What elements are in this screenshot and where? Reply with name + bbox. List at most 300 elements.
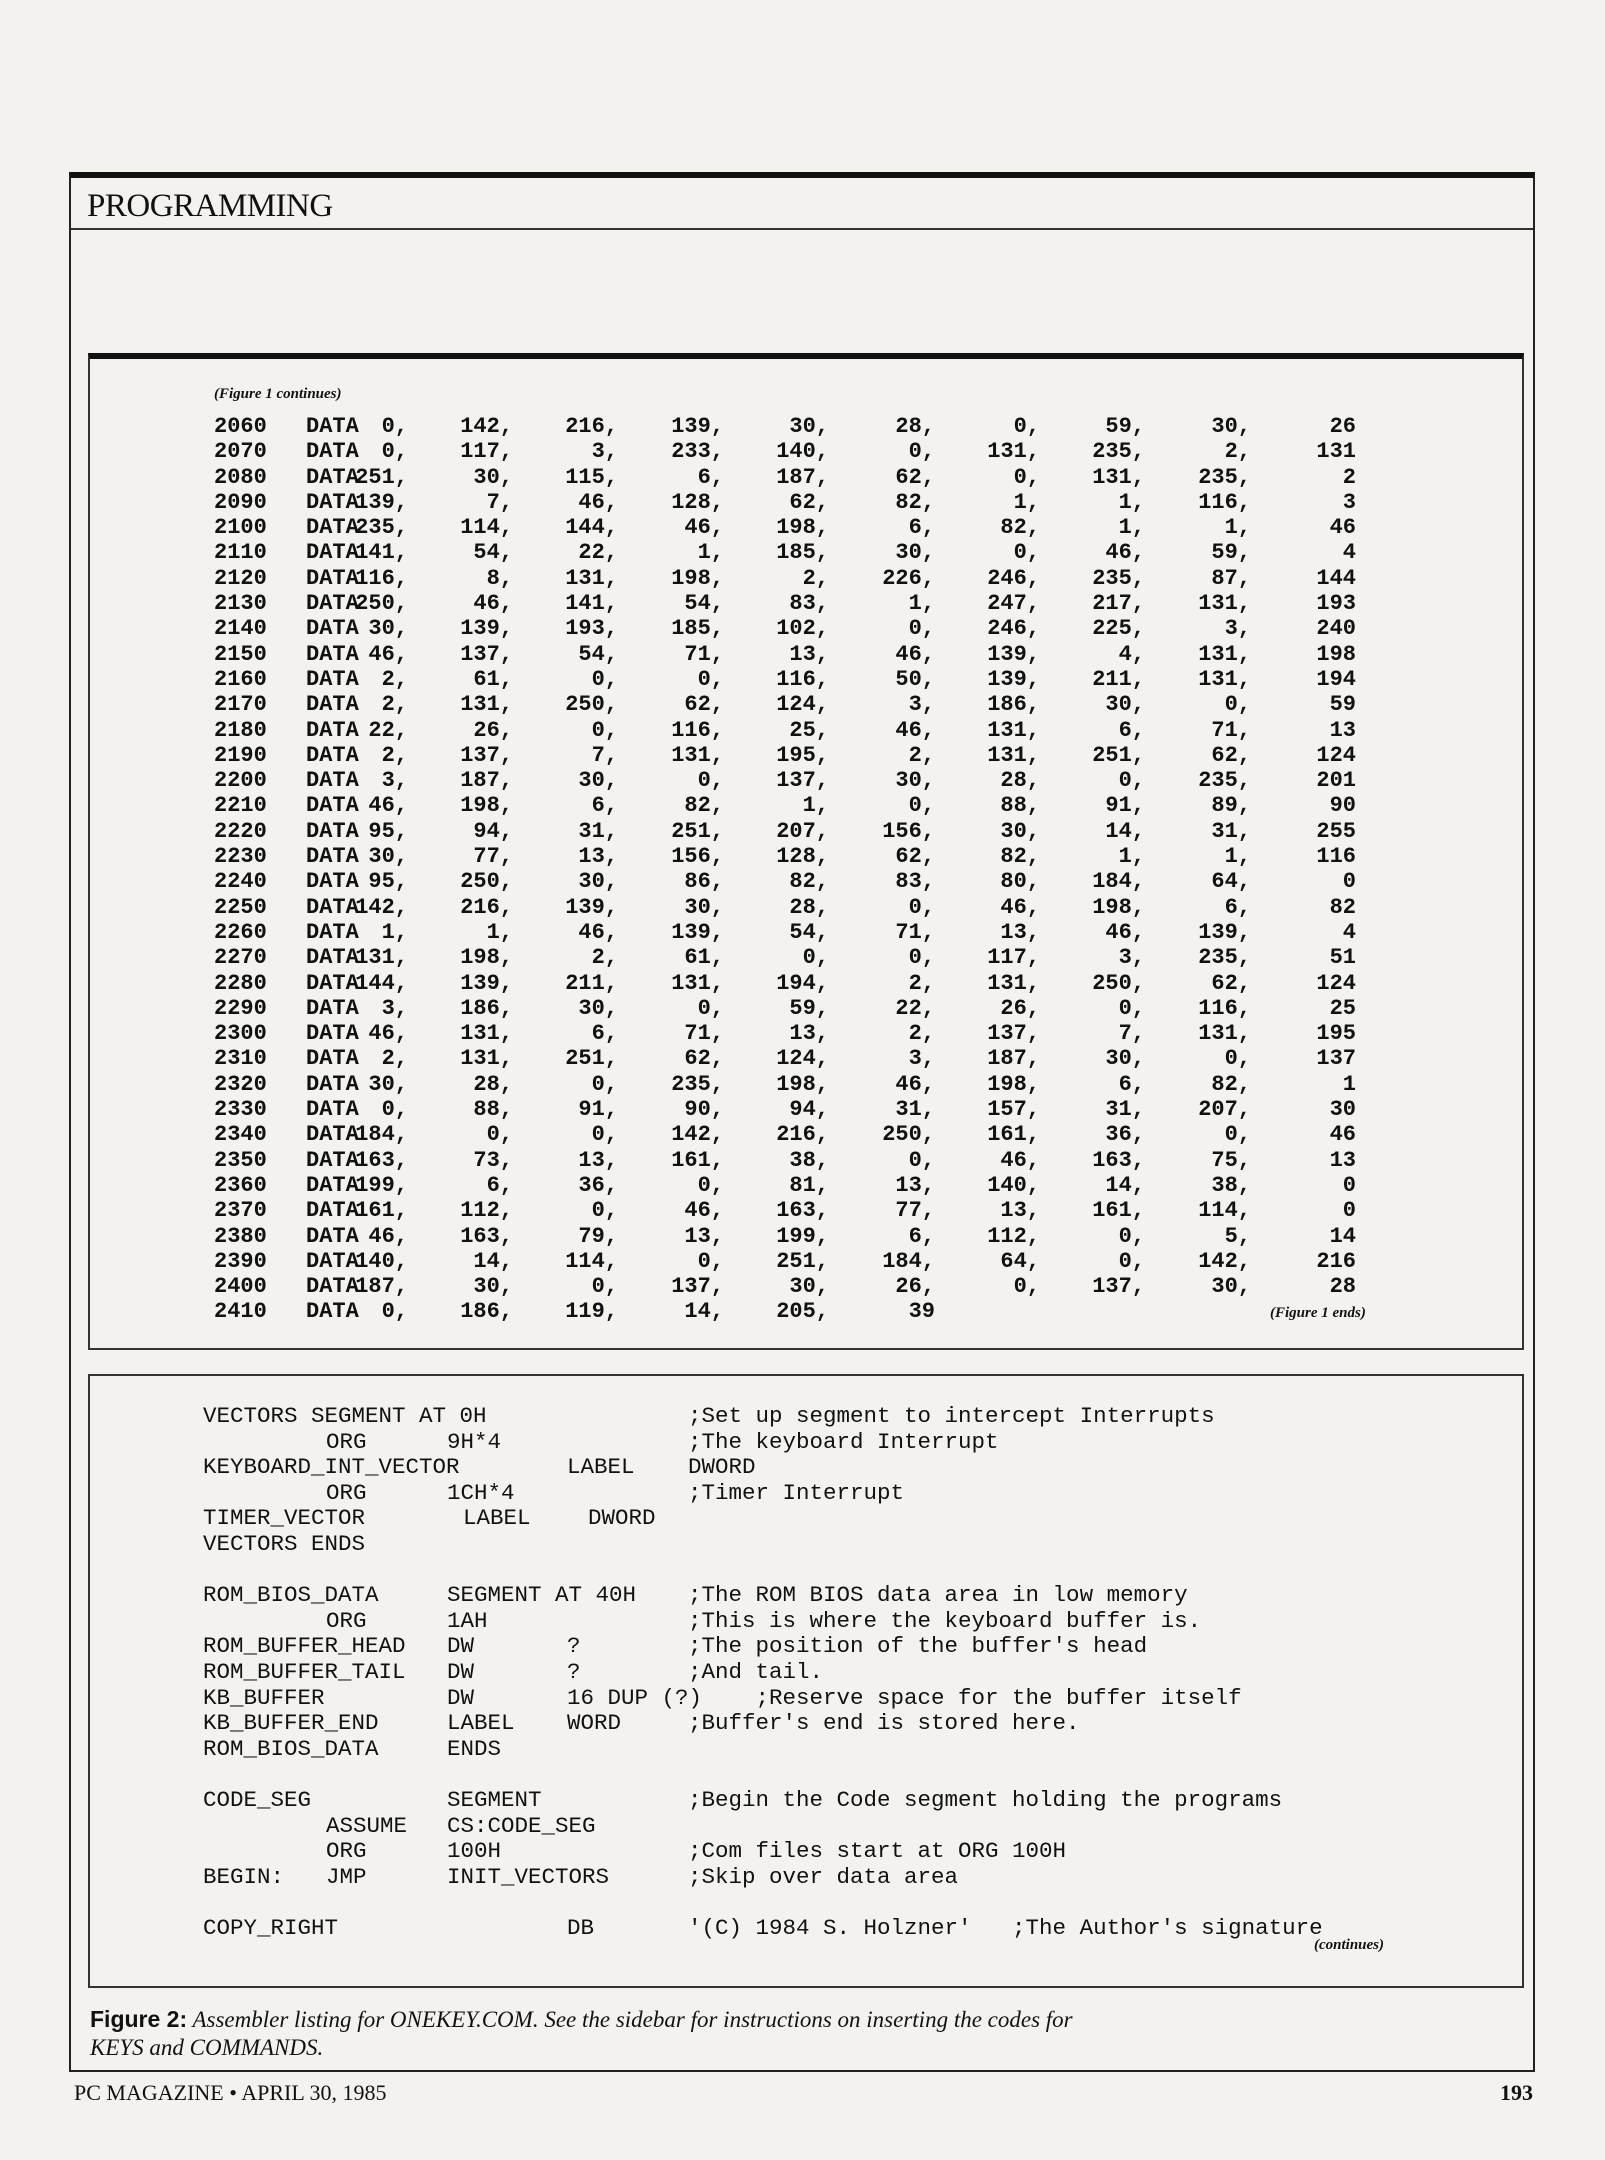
data-keyword: DATA	[306, 1122, 359, 1148]
data-value: 114,	[565, 1248, 618, 1274]
data-value: 251,	[671, 818, 724, 844]
data-keyword: DATA	[306, 1046, 359, 1072]
data-value: 194,	[776, 970, 829, 996]
data-keyword: DATA	[306, 540, 359, 566]
data-value: 13,	[578, 844, 618, 870]
data-value: 6,	[1118, 1071, 1145, 1097]
data-value: 1,	[1118, 489, 1145, 515]
data-value: 198,	[671, 565, 724, 591]
data-value: 0,	[591, 1274, 618, 1300]
asm-field: JMP	[326, 1863, 367, 1890]
line-number: 2140	[214, 616, 267, 642]
asm-field: KB_BUFFER_END	[203, 1710, 379, 1737]
asm-field: ORG	[326, 1607, 367, 1634]
line-number: 2130	[214, 591, 267, 617]
data-value: 119,	[565, 1299, 618, 1325]
data-value: 137,	[671, 1274, 724, 1300]
data-value: 128,	[671, 489, 724, 515]
line-number: 2300	[214, 1021, 267, 1047]
asm-field: COPY_RIGHT	[203, 1914, 339, 1941]
data-value: 0,	[591, 1198, 618, 1224]
data-value: 199,	[355, 1172, 408, 1198]
line-number: 2180	[214, 717, 267, 743]
data-value: 139,	[671, 919, 724, 945]
data-value: 0,	[802, 945, 829, 971]
data-value: 2,	[1224, 439, 1251, 465]
data-value: 4	[1342, 919, 1356, 945]
line-number: 2320	[214, 1071, 267, 1097]
data-keyword: DATA	[306, 793, 359, 819]
data-value: 3,	[908, 1046, 935, 1072]
data-value: 6,	[1224, 894, 1251, 920]
data-value: 198	[1316, 641, 1356, 667]
data-value: 186,	[987, 692, 1040, 718]
data-keyword: DATA	[306, 768, 359, 794]
data-value: 250,	[460, 869, 513, 895]
data-value: 82,	[1000, 515, 1040, 541]
data-value: 131,	[1092, 464, 1145, 490]
data-value: 1	[1342, 1071, 1356, 1097]
data-value: 211,	[1092, 666, 1145, 692]
line-number: 2100	[214, 515, 267, 541]
data-value: 161,	[355, 1198, 408, 1224]
data-value: 62,	[789, 489, 829, 515]
data-value: 131,	[460, 692, 513, 718]
data-value: 156,	[882, 818, 935, 844]
data-value: 211,	[565, 970, 618, 996]
data-value: 7,	[1118, 1021, 1145, 1047]
data-value: 31,	[578, 818, 618, 844]
asm-comment: ;Reserve space for the buffer itself	[688, 1684, 1242, 1711]
data-value: 235,	[1092, 565, 1145, 591]
data-value: 82	[1329, 894, 1356, 920]
data-value: 142,	[1198, 1248, 1251, 1274]
data-keyword: DATA	[306, 970, 359, 996]
data-value: 139,	[355, 489, 408, 515]
data-value: 144	[1316, 565, 1356, 591]
asm-field: 9H*4	[447, 1428, 502, 1455]
data-value: 0,	[697, 1248, 724, 1274]
data-keyword: DATA	[306, 464, 359, 490]
data-value: 117,	[460, 439, 513, 465]
asm-field: 1AH	[447, 1607, 488, 1634]
data-value: 235,	[1198, 464, 1251, 490]
data-value: 2,	[381, 692, 408, 718]
data-value: 207,	[1198, 1097, 1251, 1123]
data-value: 199,	[776, 1223, 829, 1249]
data-value: 13,	[684, 1223, 724, 1249]
caption-label: Figure 2:	[90, 2006, 188, 2032]
data-value: 185,	[776, 540, 829, 566]
data-value: 14	[1329, 1223, 1356, 1249]
line-number: 2340	[214, 1122, 267, 1148]
data-value: 187,	[460, 768, 513, 794]
data-value: 62,	[684, 692, 724, 718]
data-keyword: DATA	[306, 1147, 359, 1173]
data-value: 251,	[355, 464, 408, 490]
asm-field: ROM_BUFFER_TAIL	[203, 1658, 406, 1685]
data-value: 82,	[1000, 844, 1040, 870]
data-value: 216,	[565, 414, 618, 439]
asm-field: ASSUME	[326, 1812, 408, 1839]
data-value: 0,	[1224, 692, 1251, 718]
data-value: 235,	[1198, 768, 1251, 794]
data-value: 30,	[1000, 818, 1040, 844]
data-value: 46,	[1000, 1147, 1040, 1173]
data-value: 79,	[578, 1223, 618, 1249]
data-value: 62,	[895, 844, 935, 870]
data-value: 1,	[486, 919, 513, 945]
data-value: 142,	[460, 414, 513, 439]
data-value: 87,	[1211, 565, 1251, 591]
data-value: 6,	[1118, 717, 1145, 743]
data-value: 131,	[987, 717, 1040, 743]
data-value: 13,	[789, 1021, 829, 1047]
data-value: 207,	[776, 818, 829, 844]
data-value: 226,	[882, 565, 935, 591]
data-value: 28,	[895, 414, 935, 439]
line-number: 2170	[214, 692, 267, 718]
line-number: 2380	[214, 1223, 267, 1249]
data-value: 163,	[355, 1147, 408, 1173]
data-keyword: DATA	[306, 869, 359, 895]
data-value: 235,	[1092, 439, 1145, 465]
data-value: 2,	[591, 945, 618, 971]
data-value: 114,	[1198, 1198, 1251, 1224]
data-keyword: DATA	[306, 1097, 359, 1123]
line-number: 2390	[214, 1248, 267, 1274]
data-value: 46,	[368, 1223, 408, 1249]
data-value: 2,	[381, 742, 408, 768]
data-value: 25,	[789, 717, 829, 743]
data-value: 26,	[473, 717, 513, 743]
data-value: 0,	[1118, 768, 1145, 794]
asm-field: ROM_BUFFER_HEAD	[203, 1633, 406, 1660]
data-value: 198,	[987, 1071, 1040, 1097]
data-value: 0,	[591, 666, 618, 692]
data-value: 0,	[908, 793, 935, 819]
data-keyword: DATA	[306, 666, 359, 692]
data-value: 77,	[895, 1198, 935, 1224]
asm-comment: ;Set up segment to intercept Interrupts	[688, 1403, 1215, 1429]
data-value: 14,	[473, 1248, 513, 1274]
data-value: 1,	[802, 793, 829, 819]
data-value: 0,	[1224, 1122, 1251, 1148]
data-value: 233,	[671, 439, 724, 465]
data-value: 13,	[895, 1172, 935, 1198]
data-keyword: DATA	[306, 995, 359, 1021]
line-number: 2230	[214, 844, 267, 870]
data-value: 0,	[908, 439, 935, 465]
data-value: 198,	[1092, 894, 1145, 920]
data-value: 116,	[355, 565, 408, 591]
asm-field: KEYBOARD_INT_VECTOR	[203, 1454, 460, 1481]
data-value: 137	[1316, 1046, 1356, 1072]
data-value: 137,	[460, 742, 513, 768]
data-value: 39	[908, 1299, 935, 1325]
data-value: 144,	[565, 515, 618, 541]
data-value: 46,	[684, 515, 724, 541]
data-value: 131,	[460, 1046, 513, 1072]
data-value: 59,	[789, 995, 829, 1021]
data-value: 124	[1316, 742, 1356, 768]
data-value: 184,	[882, 1248, 935, 1274]
asm-comment: DWORD	[688, 1454, 756, 1481]
data-keyword: DATA	[306, 894, 359, 920]
data-value: 61,	[684, 945, 724, 971]
data-value: 6,	[591, 793, 618, 819]
line-number: 2240	[214, 869, 267, 895]
data-value: 195	[1316, 1021, 1356, 1047]
line-number: 2290	[214, 995, 267, 1021]
line-number: 2080	[214, 464, 267, 490]
data-value: 13,	[789, 641, 829, 667]
asm-field: INIT_VECTORS	[447, 1863, 610, 1890]
data-value: 91,	[578, 1097, 618, 1123]
data-value: 3,	[1118, 945, 1145, 971]
data-value: 46,	[1105, 919, 1145, 945]
data-value: 71,	[684, 1021, 724, 1047]
figure1-continues-label: (Figure 1 continues)	[214, 386, 342, 402]
data-value: 3,	[1224, 616, 1251, 642]
data-value: 62,	[1211, 970, 1251, 996]
data-value: 235,	[355, 515, 408, 541]
data-value: 1,	[1224, 844, 1251, 870]
data-value: 235,	[671, 1071, 724, 1097]
asm-field: SEGMENT	[447, 1786, 542, 1813]
data-value: 30,	[368, 844, 408, 870]
data-value: 13	[1329, 717, 1356, 743]
data-value: 131,	[1198, 666, 1251, 692]
data-value: 22,	[578, 540, 618, 566]
data-value: 2,	[381, 1046, 408, 1072]
asm-field: SEGMENT AT 40H	[447, 1582, 637, 1609]
data-value: 187,	[987, 1046, 1040, 1072]
data-value: 46,	[473, 591, 513, 617]
asm-comment: ;Timer Interrupt	[688, 1479, 905, 1506]
data-value: 83,	[895, 869, 935, 895]
data-value: 0,	[908, 894, 935, 920]
data-value: 116,	[776, 666, 829, 692]
data-keyword: DATA	[306, 818, 359, 844]
data-value: 131,	[460, 1021, 513, 1047]
data-value: 142,	[355, 894, 408, 920]
data-value: 140,	[776, 439, 829, 465]
data-keyword: DATA	[306, 1223, 359, 1249]
data-value: 0,	[908, 945, 935, 971]
data-value: 3,	[381, 995, 408, 1021]
data-value: 139,	[460, 970, 513, 996]
data-value: 198,	[460, 793, 513, 819]
data-value: 1,	[1118, 515, 1145, 541]
data-value: 0	[1342, 1198, 1356, 1224]
data-value: 0,	[1118, 1248, 1145, 1274]
line-number: 2310	[214, 1046, 267, 1072]
data-value: 131,	[671, 742, 724, 768]
data-value: 184,	[1092, 869, 1145, 895]
data-keyword: DATA	[306, 616, 359, 642]
data-value: 250,	[355, 591, 408, 617]
data-value: 102,	[776, 616, 829, 642]
data-value: 6,	[591, 1021, 618, 1047]
data-value: 22,	[368, 717, 408, 743]
figure2-caption	[90, 2005, 1090, 2062]
data-value: 131,	[1198, 1021, 1251, 1047]
data-value: 114,	[460, 515, 513, 541]
asm-comment: ;The position of the buffer's head	[688, 1633, 1148, 1660]
data-value: 198,	[460, 945, 513, 971]
asm-field: DW	[447, 1633, 475, 1660]
data-value: 71,	[1211, 717, 1251, 743]
data-value: 88,	[1000, 793, 1040, 819]
caption-text: Assembler listing for ONEKEY.COM. See the sidebar for instructions on inserting the codes for KEYS and COMMANDS.	[90, 2007, 1073, 2060]
data-value: 38,	[1211, 1172, 1251, 1198]
data-value: 31,	[1105, 1097, 1145, 1123]
footer-page-number: 193	[1500, 2080, 1533, 2105]
data-value: 0	[1342, 1172, 1356, 1198]
data-value: 0,	[591, 1071, 618, 1097]
data-value: 139,	[565, 894, 618, 920]
line-number: 2330	[214, 1097, 267, 1123]
data-value: 3,	[591, 439, 618, 465]
data-value: 64,	[1211, 869, 1251, 895]
data-value: 250,	[1092, 970, 1145, 996]
data-value: 46,	[578, 919, 618, 945]
data-value: 198,	[776, 515, 829, 541]
data-value: 3,	[381, 768, 408, 794]
data-value: 62,	[1211, 742, 1251, 768]
asm-comment: ;Skip over data area	[688, 1863, 959, 1890]
data-value: 13	[1329, 1147, 1356, 1173]
data-value: 36,	[1105, 1122, 1145, 1148]
line-number: 2160	[214, 666, 267, 692]
data-value: 140,	[987, 1172, 1040, 1198]
data-value: 46,	[1000, 894, 1040, 920]
asm-field: 1CH*4	[447, 1479, 515, 1506]
data-value: 91,	[1105, 793, 1145, 819]
data-value: 46	[1329, 1122, 1356, 1148]
asm-comment: ;The ROM BIOS data area in low memory	[688, 1582, 1188, 1609]
asm-comment: ;Com files start at ORG 100H	[688, 1838, 1067, 1865]
data-keyword: DATA	[306, 565, 359, 591]
data-value: 0,	[1118, 1223, 1145, 1249]
line-number: 2110	[214, 540, 267, 566]
data-value: 62,	[684, 1046, 724, 1072]
data-value: 0,	[591, 717, 618, 743]
asm-comment: '(C) 1984 S. Holzner' ;The Author's signature	[688, 1914, 1323, 1941]
asm-field: LABEL	[567, 1454, 635, 1481]
data-value: 64,	[1000, 1248, 1040, 1274]
data-value: 131,	[1198, 641, 1251, 667]
asm-field: CS:CODE_SEG	[447, 1812, 596, 1839]
asm-field: DWORD	[588, 1505, 656, 1532]
data-value: 28,	[789, 894, 829, 920]
data-value: 4,	[1118, 641, 1145, 667]
data-value: 26	[1329, 414, 1356, 439]
data-value: 225,	[1092, 616, 1145, 642]
data-keyword: DATA	[306, 844, 359, 870]
data-value: 30,	[684, 894, 724, 920]
line-number: 2070	[214, 439, 267, 465]
data-value: 30,	[368, 1071, 408, 1097]
data-keyword: DATA	[306, 414, 359, 439]
data-value: 187,	[776, 464, 829, 490]
data-value: 88,	[473, 1097, 513, 1123]
data-value: 131,	[987, 742, 1040, 768]
data-value: 117,	[987, 945, 1040, 971]
data-value: 187,	[355, 1274, 408, 1300]
data-value: 89,	[1211, 793, 1251, 819]
data-value: 161,	[1092, 1198, 1145, 1224]
data-value: 116	[1316, 844, 1356, 870]
data-value: 2	[1342, 464, 1356, 490]
data-value: 156,	[671, 844, 724, 870]
data-value: 80,	[1000, 869, 1040, 895]
asm-field: VECTORS ENDS	[203, 1530, 366, 1557]
data-value: 59,	[1211, 540, 1251, 566]
data-value: 0,	[1013, 540, 1040, 566]
data-value: 1,	[697, 540, 724, 566]
data-value: 2,	[802, 565, 829, 591]
data-value: 255	[1316, 818, 1356, 844]
line-number: 2060	[214, 414, 267, 439]
data-value: 216,	[460, 894, 513, 920]
data-value: 193,	[565, 616, 618, 642]
data-value: 30,	[473, 464, 513, 490]
data-keyword: DATA	[306, 692, 359, 718]
asm-field: ?	[567, 1658, 581, 1685]
data-keyword: DATA	[306, 641, 359, 667]
data-value: 30,	[1211, 414, 1251, 439]
data-value: 0,	[591, 1122, 618, 1148]
asm-field: DB	[567, 1914, 595, 1941]
data-value: 0,	[908, 1147, 935, 1173]
asm-field: WORD	[567, 1710, 622, 1737]
data-value: 6,	[908, 515, 935, 541]
data-value: 240	[1316, 616, 1356, 642]
data-value: 128,	[776, 844, 829, 870]
data-value: 163,	[776, 1198, 829, 1224]
data-value: 235,	[1198, 945, 1251, 971]
line-number: 2350	[214, 1147, 267, 1173]
data-value: 6,	[486, 1172, 513, 1198]
data-value: 71,	[684, 641, 724, 667]
line-number: 2370	[214, 1198, 267, 1224]
data-value: 71,	[895, 919, 935, 945]
asm-field: 16 DUP (?)	[567, 1684, 703, 1711]
line-number: 2190	[214, 742, 267, 768]
asm-field: VECTORS SEGMENT AT 0H	[203, 1403, 487, 1429]
asm-comment: ;The keyboard Interrupt	[688, 1428, 999, 1455]
line-number: 2200	[214, 768, 267, 794]
title-rule	[71, 228, 1533, 230]
data-value: 0,	[697, 768, 724, 794]
data-value: 30,	[473, 1274, 513, 1300]
data-value: 30,	[368, 616, 408, 642]
data-value: 30	[1329, 1097, 1356, 1123]
asm-field: 100H	[447, 1838, 502, 1865]
data-value: 195,	[776, 742, 829, 768]
data-value: 131,	[671, 970, 724, 996]
data-value: 13,	[578, 1147, 618, 1173]
data-value: 205,	[776, 1299, 829, 1325]
line-number: 2410	[214, 1299, 267, 1325]
asm-field: BEGIN:	[203, 1863, 285, 1890]
data-value: 0,	[486, 1122, 513, 1148]
data-value: 46,	[368, 1021, 408, 1047]
data-value: 30,	[1211, 1274, 1251, 1300]
data-keyword: DATA	[306, 591, 359, 617]
